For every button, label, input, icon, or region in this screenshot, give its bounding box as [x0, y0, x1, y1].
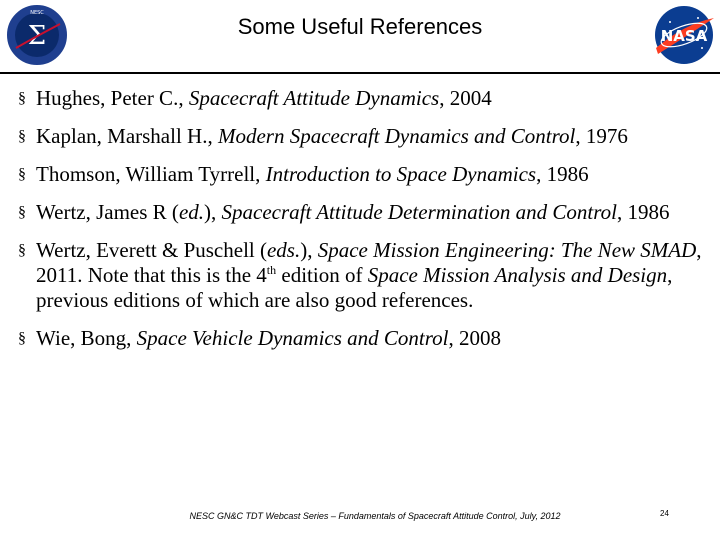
reference-item-kaplan: § Kaplan, Marshall H., Modern Spacecraft Dynamics and Control, 1976: [18, 124, 628, 148]
bullet-icon: §: [18, 204, 26, 221]
svg-text:NASA: NASA: [660, 27, 708, 45]
footer-text: NESC GN&C TDT Webcast Series – Fundamentals of Spacecraft Attitude Control, July, 2012: [189, 511, 561, 521]
book-title: Introduction to Space Dynamics: [265, 162, 537, 186]
book-title: Modern Spacecraft Dynamics and Control: [217, 124, 576, 148]
book-title: Space Mission Analysis and Design: [367, 263, 668, 287]
bullet-icon: §: [18, 128, 26, 145]
bullet-icon: §: [18, 330, 26, 347]
book-title: Space Vehicle Dynamics and Control: [136, 326, 449, 350]
header-divider: [0, 72, 720, 74]
nasa-meatball-logo-icon: [650, 4, 718, 66]
book-title: Spacecraft Attitude Determination and Control: [221, 200, 617, 224]
reference-item-wertz-everett: § Wertz, Everett & Puschell (eds.), Space Mission Engineering: The New SMAD, 2011. Note that this is the 4th edition of Space Mission Analysis and Design, previous editions of which are also good references.: [18, 238, 702, 312]
book-title: Space Mission Engineering: The New SMAD: [317, 238, 697, 262]
svg-text:Σ: Σ: [27, 21, 47, 51]
bullet-icon: §: [18, 90, 26, 107]
reference-item-wie: § Wie, Bong, Space Vehicle Dynamics and Control, 2008: [18, 326, 501, 350]
reference-item-hughes: § Hughes, Peter C., Spacecraft Attitude Dynamics, 2004: [18, 86, 492, 110]
reference-item-wertz-james: § Wertz, James R (ed.), Spacecraft Attitude Determination and Control, 1986: [18, 200, 670, 224]
svg-text:NESC: NESC: [30, 10, 44, 16]
slide-header: [0, 0, 720, 72]
reference-item-thomson: § Thomson, William Tyrrell, Introduction to Space Dynamics, 1986: [18, 162, 589, 186]
page-number: 24: [660, 509, 669, 518]
reference-list: [18, 86, 708, 364]
bullet-icon: §: [18, 242, 26, 259]
page-title: Some Useful References: [237, 14, 483, 39]
bullet-icon: §: [18, 166, 26, 183]
book-title: Spacecraft Attitude Dynamics: [188, 86, 440, 110]
